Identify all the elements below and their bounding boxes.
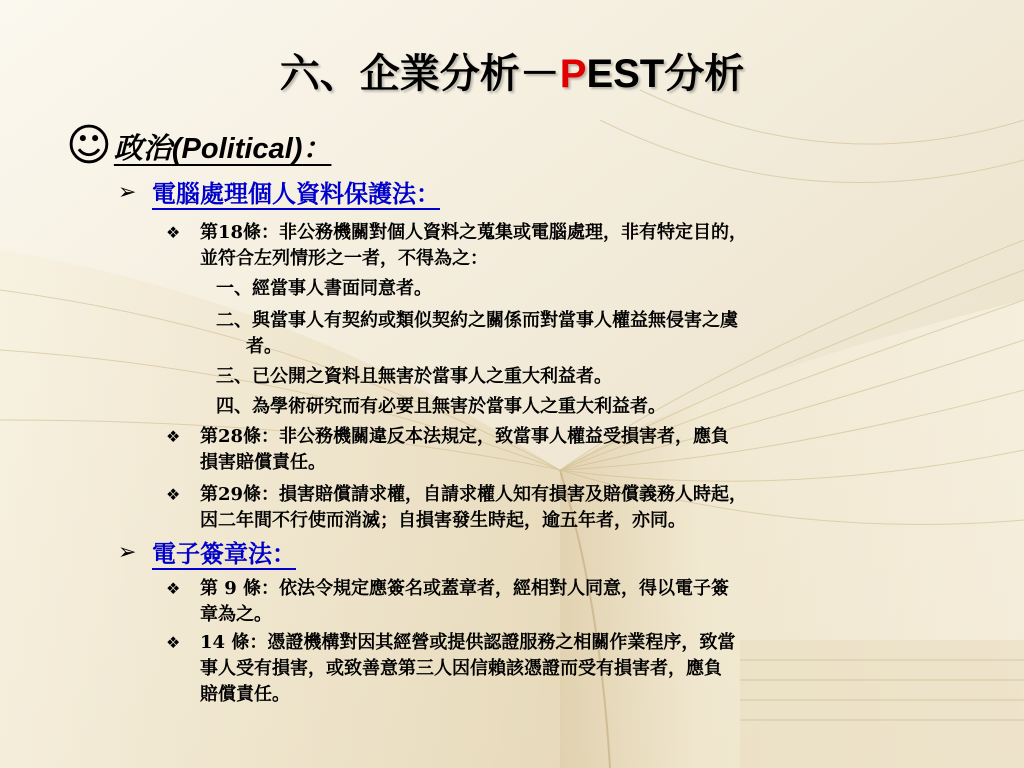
section-label-colon: ： bbox=[302, 131, 332, 165]
diamond-bullet-icon: ❖ bbox=[166, 485, 181, 504]
title-latin: EST bbox=[586, 52, 665, 96]
arrow-bullet-icon: ➢ bbox=[118, 540, 137, 565]
diamond-bullet-icon: ❖ bbox=[166, 223, 181, 242]
arrow-bullet-icon: ➢ bbox=[118, 180, 137, 205]
article-line: 並符合左列情形之一者，不得為之： bbox=[200, 248, 488, 269]
article-line: 賠償責任。 bbox=[200, 684, 290, 705]
article-line: 損害賠償責任。 bbox=[200, 452, 326, 473]
article-line: 因二年間不行使而消滅；自損害發生時起，逾五年者，亦同。 bbox=[200, 510, 686, 531]
title-prefix: 六、企業分析－ bbox=[279, 50, 560, 97]
article-line: 第18條：非公務機關對個人資料之蒐集或電腦處理，非有特定目的， bbox=[200, 222, 748, 243]
sub-item: 一、經當事人書面同意者。 bbox=[216, 278, 432, 299]
sub-item: 二、與當事人有契約或類似契約之關係而對當事人權益無侵害之虞 bbox=[216, 310, 738, 331]
section-label-latin: (Political) bbox=[171, 133, 303, 165]
article-line: 章為之。 bbox=[200, 604, 272, 625]
article-line: 第 9 條：依法令規定應簽名或蓋章者，經相對人同意，得以電子簽 bbox=[200, 578, 730, 599]
article-line: 事人受有損害，或致善意第三人因信賴該憑證而受有損害者，應負 bbox=[200, 658, 722, 679]
title-suffix: 分析 bbox=[664, 50, 745, 97]
section-label bbox=[114, 129, 332, 168]
diamond-bullet-icon: ❖ bbox=[166, 633, 181, 652]
sub-item: 三、已公開之資料且無害於當事人之重大利益者。 bbox=[216, 366, 612, 387]
section-label-cjk: 政治 bbox=[113, 131, 172, 165]
law-heading: 電腦處理個人資料保護法： bbox=[152, 179, 440, 208]
diamond-bullet-icon: ❖ bbox=[166, 579, 181, 598]
diamond-bullet-icon: ❖ bbox=[166, 427, 181, 446]
section-political bbox=[66, 118, 332, 171]
smiley-icon: ☺ bbox=[66, 120, 112, 171]
article-line: 第29條：損害賠償請求權，自請求權人知有損害及賠償義務人時起， bbox=[200, 484, 748, 505]
law-heading: 電子簽章法： bbox=[152, 539, 296, 568]
slide-title bbox=[0, 48, 1024, 100]
article-line: 14 條：憑證機構對因其經營或提供認證服務之相關作業程序，致當 bbox=[200, 632, 736, 653]
title-accent-letter: P bbox=[559, 52, 587, 96]
sub-item: 四、為學術研究而有必要且無害於當事人之重大利益者。 bbox=[216, 396, 666, 417]
article-line: 第28條：非公務機關違反本法規定，致當事人權益受損害者，應負 bbox=[200, 426, 730, 447]
sub-item: 者。 bbox=[246, 336, 282, 357]
